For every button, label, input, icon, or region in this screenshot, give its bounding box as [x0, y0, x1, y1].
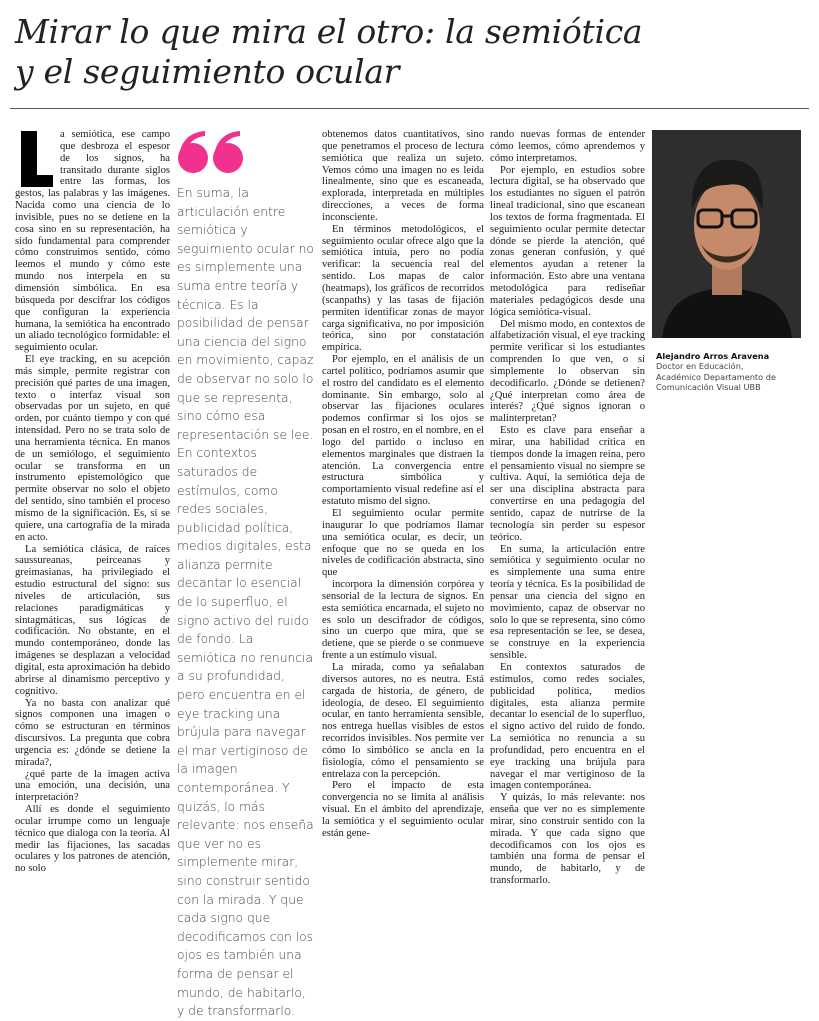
pull-quote — [177, 130, 315, 1021]
quote-mark-icon — [177, 130, 247, 174]
paragraph: rando nuevas formas de entender cómo leemos, cómo aprendemos y cómo interpretamos. — [490, 129, 645, 164]
paragraph: a semiótica, ese campo que desbroza el espesor de los signos, ha transitado durante siglos entre las formas, los gestos, las palabras y las imágenes. Nacida como una ciencia de lo invisible, pues no se detiene en la cosa sino en su representación, ha sido fundamental para comprender cómo construimos sentido, cómo leemos el mundo y cómo este mundo nos interpela en su dimensión simbólica. En esa búsqueda por descifrar los códigos que configuran la experiencia humana, la semiótica ha encontrado un aliado tecnológico formidable: el seguimiento ocular. — [15, 129, 170, 354]
author-role: Comunicación Visual UBB — [656, 381, 761, 392]
paragraph: Esto es clave para enseñar a mirar, una habilidad crítica en tiempos donde la imagen reina, pero el pensamiento visual no siempre se cultiva. Aquí, la semiótica deja de ser una disciplina abstracta para convertirse en una pedagogía del sentido, capaz de nutrirse de la tecnología sin perder su espesor teórico. — [490, 425, 645, 543]
paragraph: ¿qué parte de la imagen activa una emoción, una decisión, una interpretación? — [15, 768, 170, 804]
paragraph: Pero el impacto de esta convergencia no se limita al análisis visual. En el ámbito del aprendizaje, la semiótica y el seguimiento ocular están gene- — [322, 780, 484, 839]
column-4 — [490, 129, 645, 887]
drop-cap-l — [21, 131, 55, 187]
author-byline — [656, 351, 816, 392]
author-role: Doctor en Educación, — [656, 361, 744, 372]
paragraph: En suma, la articulación entre semiótica y seguimiento ocular no es simplemente una suma entre teoría y técnica. Es la posibilidad de pensar una ciencia del signo en movimiento, capaz de observar no solo lo que se representa, sino cómo esa representación se lee, se desea, se construye en la experiencia sensible. — [490, 543, 645, 662]
column-3 — [322, 129, 484, 840]
paragraph: El eye tracking, en su acepción más simple, permite registrar con precisión qué partes de una imagen, texto o interfaz visual son observadas por un sujeto, en qué orden, por cuánto tiempo y con qué intensidad. Pero no se trata solo de una herramienta técnica. En manos de un semiólogo, el seguimiento ocular se transforma en un instrumento epistemológico que permite observar no solo el objeto del sentido, sino también el proceso mismo de la significación. Es, si se quiere, una cartografía de la mirada en acto. — [15, 354, 170, 543]
paragraph: La semiótica clásica, de raíces saussureanas, peirceanas y greimasianas, ha privilegiado el estudio estructural del signo: sus niveles de articulación, sus relaciones paradigmáticas y sintagmáticas, sus lógicas de codificación. No obstante, en el mundo contemporáneo, donde las imágenes se desplazan a velocidad digital, esta aproximación ha debido abrirse al dinamismo perceptivo y cognitivo. — [15, 543, 170, 697]
paragraph: En contextos saturados de estímulos, como redes sociales, publicidad política, medios digitales, esta alianza permite decantar lo esencial de lo superfluo, el signo activo del ruido de fondo. La semiótica no renuncia a su profundidad, pero encuentra en el eye tracking una brújula para navegar el mar vertiginoso de la imagen contemporánea. — [490, 661, 645, 792]
title-line-1: Mirar lo que mira el otro: la semiótica — [15, 12, 643, 51]
paragraph: Allí es donde el seguimiento ocular irrumpe como un lenguaje técnico que dialoga con la teoría. Al medir las fijaciones, las sacadas oculares y los patrones de atención, no solo — [15, 804, 170, 875]
author-photo — [652, 130, 801, 338]
paragraph: La mirada, como ya señalaban diversos autores, no es neutra. Está cargada de historia, de género, de ideología, de deseo. El seguimiento ocular, en tanto herramienta sensible, nos entrega huellas visibles de estos recorridos invisibles. Nos permite ver cómo lo simbólico se ancla en la fisiología, cómo el pensamiento se entrelaza con la percepción. — [322, 661, 484, 780]
title-line-2: y el seguimiento ocular — [15, 52, 400, 91]
paragraph: Del mismo modo, en contextos de alfabetización visual, el eye tracking permite verificar si los estudiantes comprenden lo que ven, o si simplemente lo observan sin decodificarlo. ¿Dónde se detienen? ¿Qué interpretan como área de interés? ¿Qué signos ignoran o malinterpretan? — [490, 318, 646, 425]
author-name: Alejandro Arros Aravena — [656, 351, 770, 361]
paragraph: incorpora la dimensión corpórea y sensorial de la lectura de signos. En esta semiótica encarnada, el sujeto no es solo un descifrador de códigos, sino un cuerpo que mira, que se detiene, que se pierde o se conmueve frente a un estímulo visual. — [322, 579, 484, 662]
pull-quote-text: En suma, la articulación entre semiótica y seguimiento ocular no es simplemente una suma entre teoría y técnica. Es la posibilidad de pensar una ciencia del signo en movimiento, capaz de observar no solo lo que se representa, sino cómo esa representación se lee. En contextos saturados de estímulos, como redes sociales, publicidad política, medios digitales, esta alianza permite decantar lo esencial de lo superfluo, el signo activo del ruido de fondo. La semiótica no renuncia a su profundidad, pero encuentra en el eye tracking una brújula para navegar el mar vertiginoso de la imagen contemporánea. Y quizás, lo más relevante: nos enseña que ver no es simplemente mirar, sino construir sentido con la mirada. Y que cada signo que decodificamos con los ojos es también una forma de pensar el mundo, de habitarlo, y de transformarlo. — [177, 186, 314, 1019]
author-role: Académico Departamento de — [656, 371, 776, 382]
paragraph: Ya no basta con analizar qué signos componen una imagen o cómo se estructuran en términos discursivos. La pregunta que cobra urgencia es: ¿dónde se detiene la mirada?, — [15, 697, 170, 768]
paragraph: En términos metodológicos, el seguimiento ocular ofrece algo que la semiótica intuía, pero no podía verificar: la secuencia real del sentido. Los mapas de calor (heatmaps), los gráficos de recorridos (scanpaths) y las tasas de fijación permiten identificar zonas de mayor carga significativa, no por imposición teórica, sino por constatación empírica. — [322, 223, 484, 354]
article-title — [15, 12, 805, 92]
paragraph: Por ejemplo, en estudios sobre lectura digital, se ha observado que los estudiantes no siguen el patrón lineal tradicional, sino que escanean los textos de forma fragmentada. El seguimiento ocular permite detectar dónde se pierde la atención, qué zonas generan confusión, y qué elementos ayudan a retener la información. Esto abre una ventana metodológica para rediseñar materiales pedagógicos desde una lógica semiótica-visual. — [490, 164, 645, 318]
paragraph: El seguimiento ocular permite inaugurar lo que podríamos llamar una semiótica ocular, es decir, un enfoque que no se queda en los niveles de codificación abstracta, sino que — [322, 508, 484, 579]
paragraph: Por ejemplo, en el análisis de un cartel político, podríamos asumir que el rostro del candidato es el elemento dominante. Sin embargo, solo al observar las fijaciones oculares podemos confirmar si los ojos se posan en el rostro, en el nombre, en el logo del partido o incluso en elementos marginales que distraen la atención. La convergencia entre estructura simbólica y comportamiento visual redefine así el estatuto mismo del signo. — [322, 354, 484, 508]
paragraph: Y quizás, lo más relevante: nos enseña que ver no es simplemente mirar, sino construir sentido con la mirada. Y que cada signo que decodificamos con los ojos es también una forma de pensar el mundo, de habitarlo, y de transformarlo. — [490, 792, 645, 887]
column-1 — [15, 129, 170, 875]
paragraph: obtenemos datos cuantitativos, sino que penetramos el proceso de lectura semiótica que realiza un sujeto. Vemos cómo una imagen no es leída linealmente, sino que es escaneada, explorada, interpretada en múltiples direcciones, a veces de forma inconsciente. — [322, 129, 484, 223]
title-divider — [10, 108, 809, 109]
